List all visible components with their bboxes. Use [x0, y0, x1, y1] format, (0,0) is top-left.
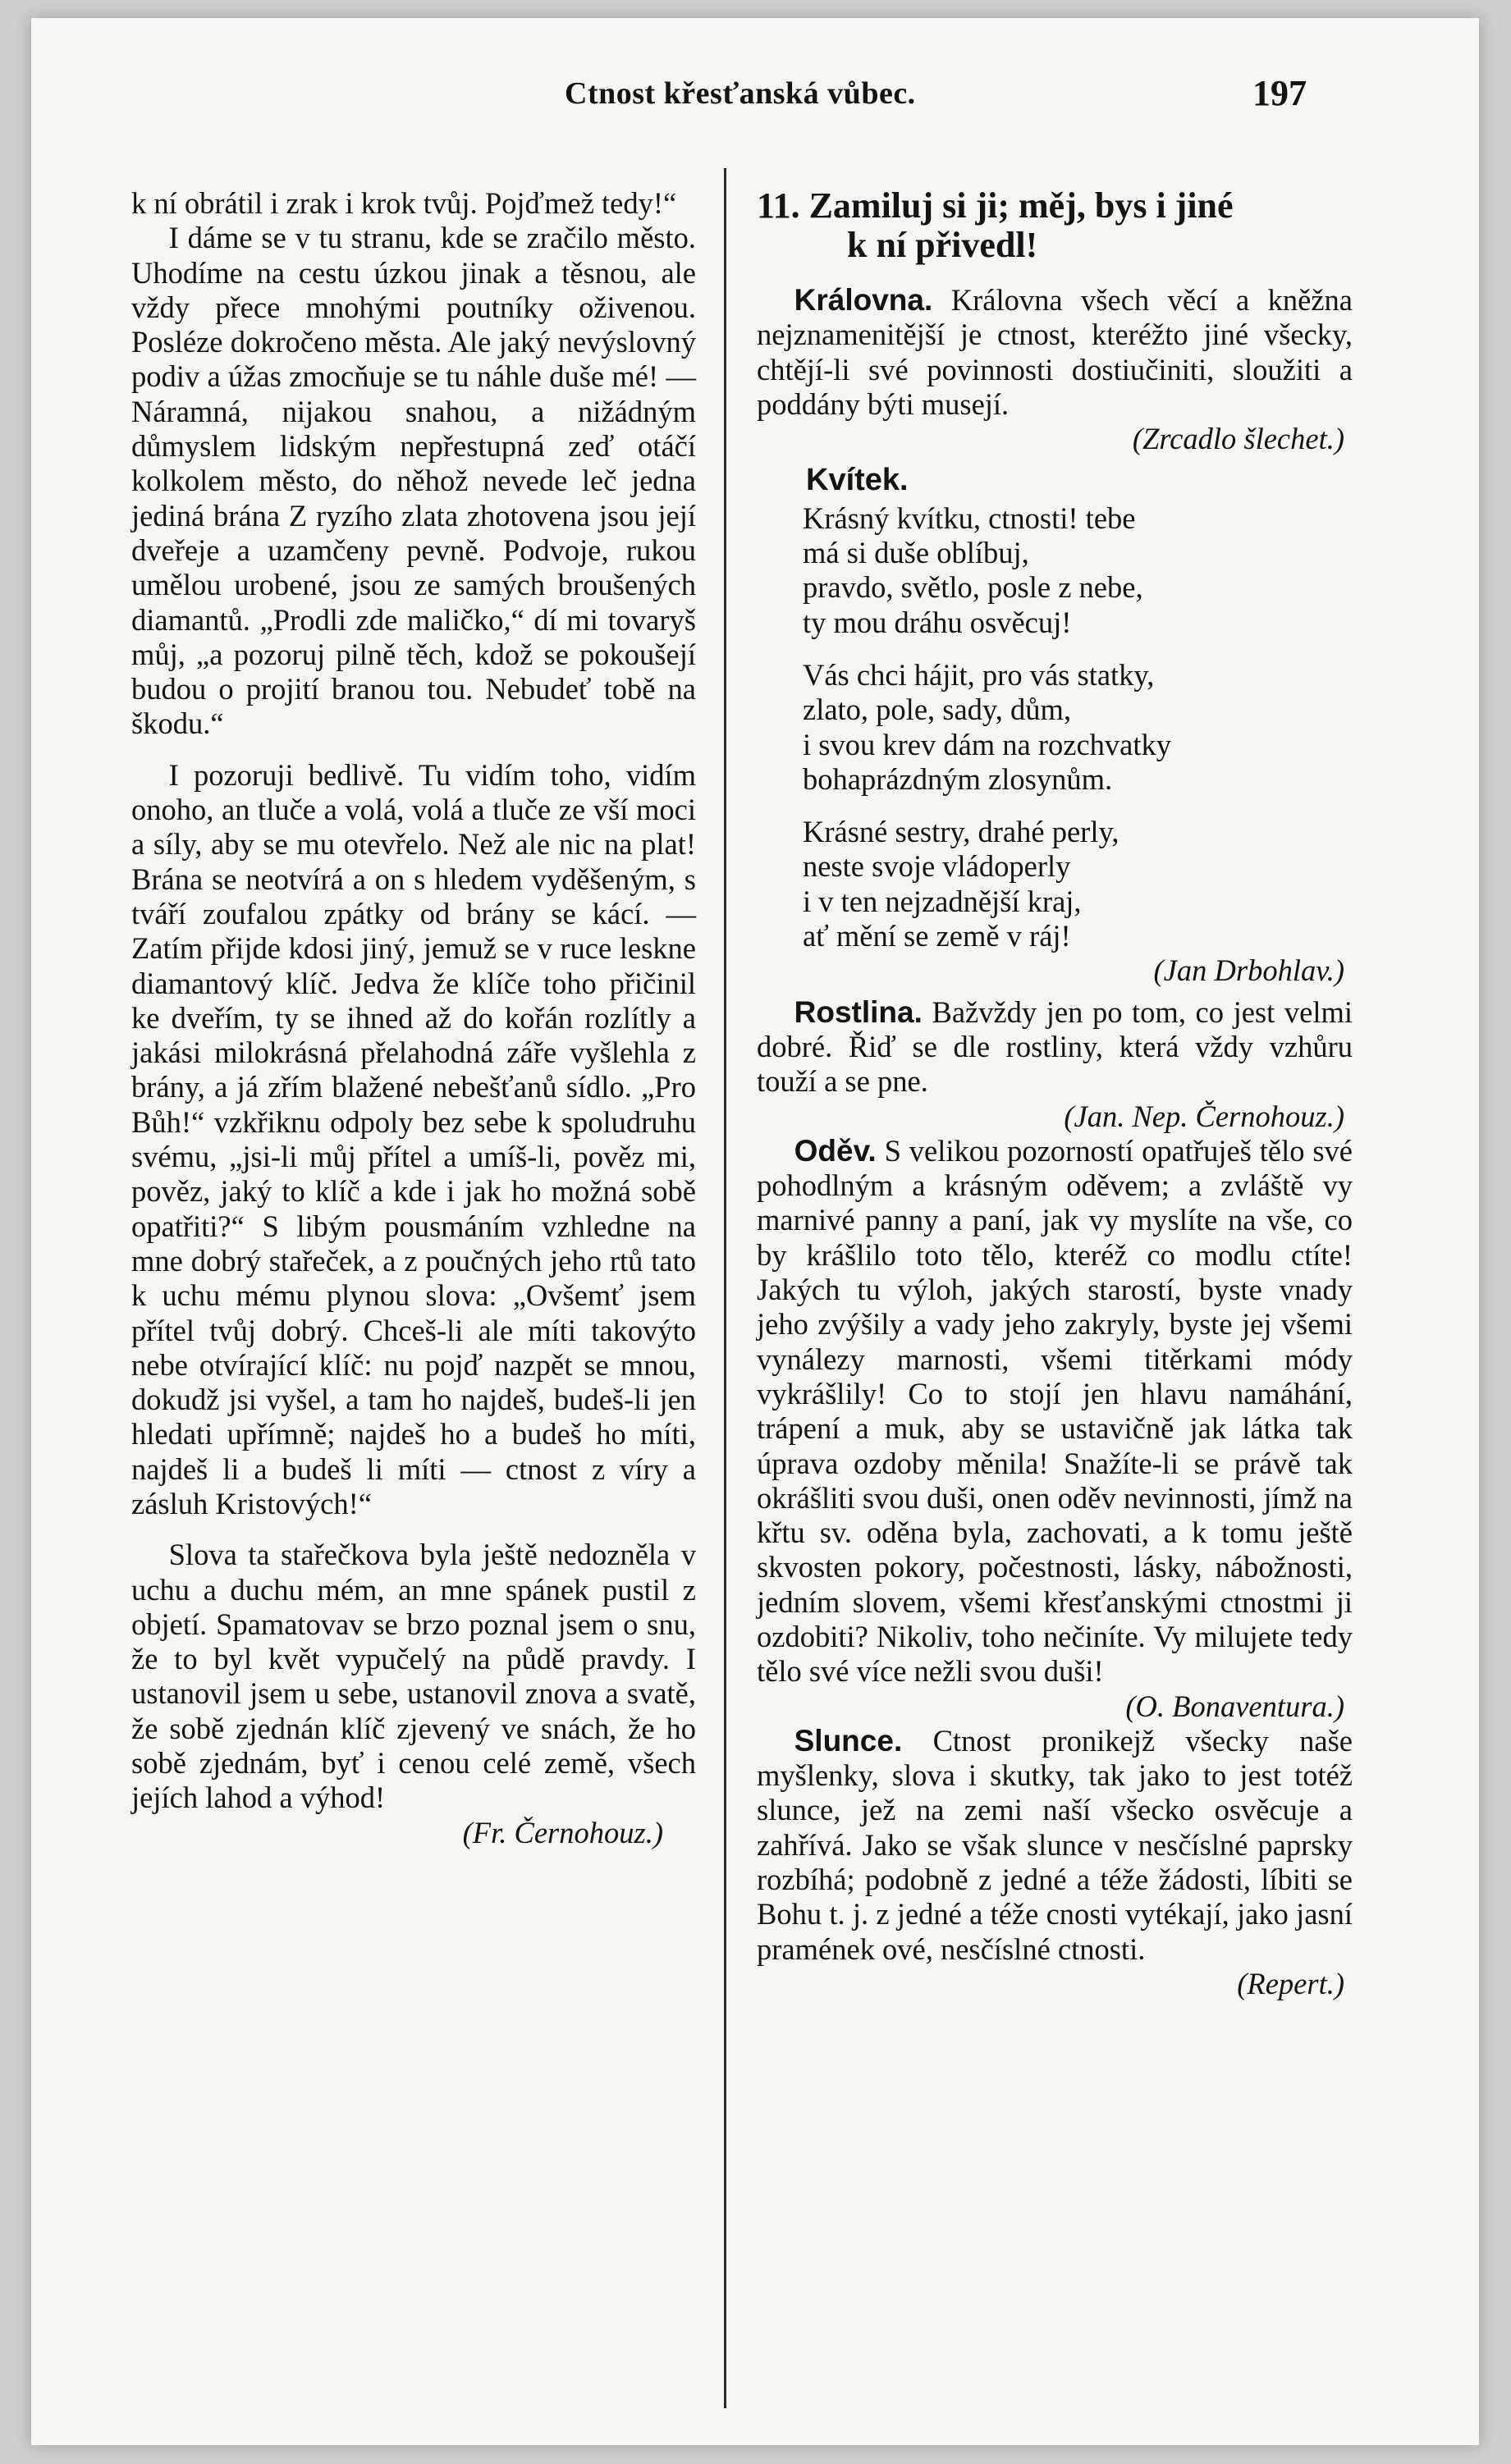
poem — [803, 501, 1353, 954]
poem-line: i v ten nejzadnější kraj, — [803, 884, 1082, 918]
entry-text: Ctnost pronikejž všecky naše myšlenky, slova i skutky, tak jako to jest totéž slunce, jež na zemi naší všecko osvěcuje a zahřívá. Jako se však slunce v nesčíslné paprsky rozbíhá; podobně z jedné a téže žádosti, líbiti se Bohu t. j. z jedné a téže cnosti vytékají, jako jasní pramének ové, nesčíslné ctnosti. — [757, 1723, 1353, 1966]
poem-line: Krásné sestry, drahé perly, — [803, 815, 1120, 849]
poem-title: Kvítek. — [806, 463, 909, 498]
page-header — [31, 75, 1479, 125]
poem-line: Vás chci hájit, pro vás statky, — [803, 657, 1155, 692]
poem-line: i svou krev dám na rozchvatky — [803, 727, 1172, 761]
entry-kralovna — [757, 283, 1353, 422]
page-number: 197 — [1252, 73, 1307, 113]
poem-line: ať mění se země v ráj! — [803, 919, 1071, 953]
entry-odev — [757, 1134, 1353, 1689]
entry-source: (Jan Drbohlav.) — [1153, 953, 1344, 988]
entry-source: (Repert.) — [1237, 1966, 1344, 2000]
poem-line: Krásný kvítku, ctnosti! tebe — [803, 501, 1136, 535]
paragraph: I dáme se v tu stranu, kde se zračilo město. Uhodíme na cestu úzkou jinak a těsnou, ale vždy přece mnohými poutníky oživenou. Posléze dokročeno města. Ale jaký nevýslovný podiv a úžas zmocňuje se tu náhle duše mé! — Náramná, nijakou snahou, a nižádným důmyslem lidským nepřestupná zeď otáčí kolkolem město, do něhož nevede leč jedna jediná brána Z ryzího zlata zhotovena jsou její dveřeje a uzamčeny pevně. Podvoje, rukou umělou urobené, jsou ze samých broušených diamantů. „Prodli zde maličko,“ dí mi tovaryš můj, „a pozoruj pilně těch, kdož se pokoušejí budou o projití branou tou. Nebudeť tobě na škodu.“ — [131, 221, 696, 741]
entry-text: Královna všech věcí a kněžna nejznamenitější je ctnost, kteréžto jiné všecky, chtějí-li své povinnosti dostiučiniti, sloužiti a poddány býti musejí. — [757, 283, 1353, 421]
left-column — [131, 186, 696, 1850]
entry-source: (O. Bonaventura.) — [1125, 1689, 1344, 1723]
entry-rostlina — [757, 995, 1353, 1099]
poem-stanza — [803, 501, 1353, 640]
poem-line: bohaprázdným zlosynům. — [803, 761, 1113, 796]
column-divider — [724, 168, 726, 2408]
entry-slunce — [757, 1724, 1353, 1967]
poem-line: ty mou dráhu osvěcuj! — [803, 605, 1072, 639]
section-heading — [757, 186, 1353, 265]
poem-line: neste svoje vládoperly — [803, 849, 1071, 884]
section-heading-line-1: 11. Zamiluj si ji; měj, bys i jiné — [757, 185, 1234, 226]
running-title: Ctnost křesťanská vůbec. — [565, 76, 916, 111]
entry-keyword: Rostlina. — [794, 994, 923, 1029]
entry-text: Bažvždy jen po tom, co jest velmi dobré. Řiď se dle rostliny, která vždy vzhůru touží a se pne. — [757, 994, 1353, 1099]
entry-keyword: Oděv. — [794, 1133, 877, 1168]
poem-line: pravdo, světlo, posle z nebe, — [803, 570, 1143, 605]
signature: (Fr. Černohouz.) — [462, 1815, 663, 1849]
entry-keyword: Slunce. — [794, 1723, 903, 1758]
poem-stanza — [803, 815, 1353, 953]
entry-source: (Zrcadlo šlechet.) — [1132, 422, 1344, 456]
book-page — [31, 18, 1479, 2445]
paragraph: Slova ta stařečkova byla ještě nedozněla v uchu a duchu mém, an mne spánek pustil z objetí. Spamatovav se brzo poznal jsem o snu, že to byl květ vypučelý na půdě pravdy. I ustanovil jsem u sebe, ustanovil znova a svatě, že sobě zjednán klíč zjevený ve snách, že ho sobě zjednám, byť i cenou celé země, všech jejích lahod a výhod! — [131, 1538, 696, 1815]
entry-text: S velikou pozorností opatřuješ tělo své pohodlným a krásným oděvem; a zvláště vy marnivé panny a paní, jak vy myslíte na vše, co by krášlilo toto tělo, kteréž co modlu ctíte! Jakých tu výloh, jakých starostí, byste vnady jeho zvýšily a vady jeho zakryly, byste jej všemi vynálezy marnosti, všemi titěrkami módy vykrášlily! Co to stojí jen hlavu namáhání, trápení a muk, aby se ustavičně jak látka tak úprava ozdoby měnila! Snažíte-li se právě tak okrášliti svou duši, onen oděv nevinnosti, jímž na křtu sv. oděna byla, zachovati, a k tomu ještě skvosten pokory, počestnosti, lásky, nábožnosti, jedním slovem, všemi křesťanskými ctnostmi ji ozdobiti? Nikoliv, toho nečiníte. Vy milujete tedy tělo své více nežli svou duši! — [757, 1133, 1353, 1689]
entry-keyword: Královna. — [794, 283, 933, 317]
poem-line: má si duše oblíbuj, — [803, 536, 1029, 570]
poem-line: zlato, pole, sady, dům, — [803, 693, 1072, 727]
paragraph: I pozoruji bedlivě. Tu vidím toho, vidím onoho, an tluče a volá, volá a tluče ze vší moci a síly, aby se mu otevřelo. Než ale nic na plat! Brána se neotvírá a on s hledem vyděšeným, s tváří zoufalou zpátky od brány se kácí. — Zatím přijde kdosi jiný, jemuž se v ruce leskne diamantový klíč. Jedva že klíče toho přičinil ke dveřím, ty se ihned až do kořán rozlítly a jakási milokrásná přelahodná záře vyšlehla z brány, a já zřím blažené nebešťanů sídlo. „Pro Bůh!“ vzkřiknu odpoly bez sebe k spoludruhu svému, „jsi-li můj přítel a umíš-li, pověz mi, pověz, jaký to klíč a kde i jak ho možná sobě opatřiti?“ S libým pousmáním vzhledne na mne dobrý stařeček, a z poučných jeho rtů tato k uchu mému plynou slova: „Ovšemť jsem přítel tvůj dobrý. Chceš-li ale míti takovýto nebe otvírající klíč: nu pojď nazpět se mnou, dokudž jsi vyšel, a tam ho najdeš, budeš-li jen hledati upřímně; najdeš ho a budeš ho míti, najdeš li a budeš li míti — ctnost z víry a zásluh Kristových!“ — [131, 757, 696, 1520]
section-heading-line-2: k ní přivedl! — [847, 225, 1038, 265]
poem-stanza — [803, 658, 1353, 797]
paragraph: k ní obrátil i zrak i krok tvůj. Pojďmež tedy!“ — [131, 186, 677, 220]
entry-source: (Jan. Nep. Černohouz.) — [1064, 1099, 1344, 1133]
right-column — [757, 186, 1353, 2001]
